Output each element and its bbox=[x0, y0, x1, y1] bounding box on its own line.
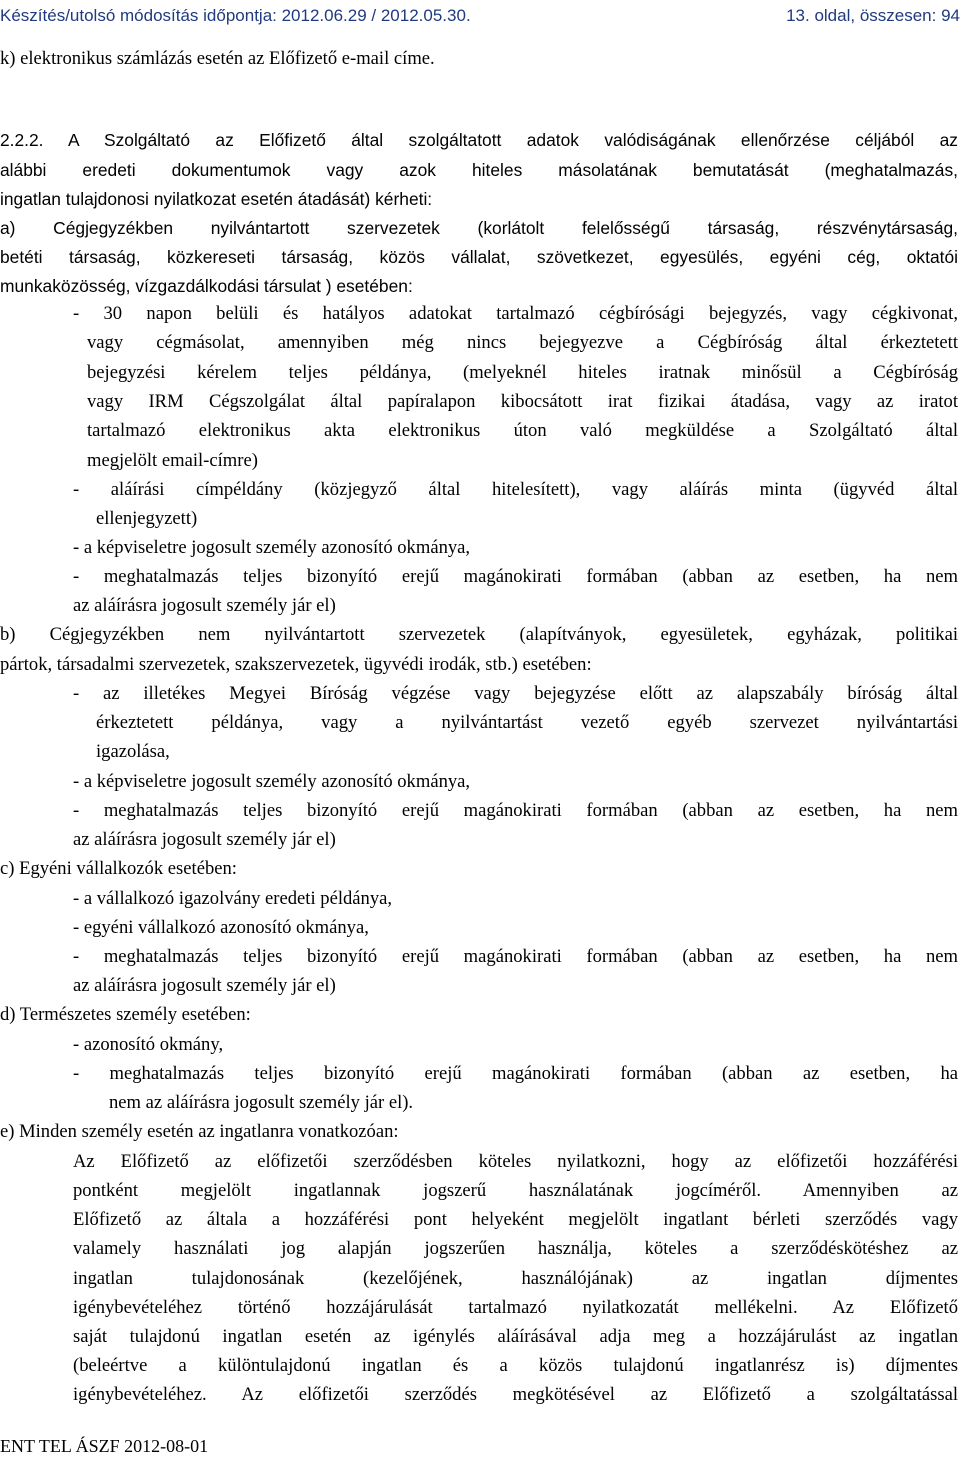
page-footer: ENT TEL ÁSZF 2012-08-01 bbox=[0, 1436, 209, 1456]
list-item-line: igazolása, bbox=[96, 741, 170, 762]
list-item-line: - azonosító okmány, bbox=[73, 1034, 224, 1055]
paragraph-line: betéti társaság, közkereseti társaság, közös vállalat, szövetkezet, egyesülés, egyéni cég, oktatói bbox=[0, 247, 958, 267]
header-date: Készítés/utolsó módosítás időpontja: 2012.06.29 / 2012.05.30. bbox=[0, 6, 471, 25]
paragraph-line: c) Egyéni vállalkozók esetében: bbox=[0, 858, 237, 879]
list-item-line: - meghatalmazás teljes bizonyító erejű magánokirati formában (abban az esetben, ha nem bbox=[73, 946, 958, 967]
paragraph-line: pártok, társadalmi szervezetek, szakszervezetek, ügyvédi irodák, stb.) esetében: bbox=[0, 654, 592, 675]
list-item-line: vagy IRM Cégszolgálat által papíralapon kibocsátott irat fizikai átadása, vagy az iratot bbox=[87, 391, 958, 412]
paragraph-line: munkaközösség, vízgazdálkodási társulat ) esetében: bbox=[0, 276, 413, 296]
list-item-line: - egyéni vállalkozó azonosító okmánya, bbox=[73, 917, 369, 938]
paragraph-line: 2.2.2. A Szolgáltató az Előfizető által szolgáltatott adatok valódiságának ellenőrzése céljából az bbox=[0, 130, 958, 150]
paragraph-line: e) Minden személy esetén az ingatlanra vonatkozóan: bbox=[0, 1121, 399, 1142]
list-item-line: - aláírási címpéldány (közjegyző által hitelesített), vagy aláírás minta (ügyvéd által bbox=[73, 479, 958, 500]
paragraph-line: b) Cégjegyzékben nem nyilvántartott szervezetek (alapítványok, egyesületek, egyházak, politikai bbox=[0, 624, 958, 645]
list-item-line: ellenjegyzett) bbox=[96, 508, 198, 529]
list-item-line: - 30 napon belüli és hatályos adatokat tartalmazó cégbírósági bejegyzés, vagy cégkivonat, bbox=[73, 303, 958, 324]
list-item-line: - meghatalmazás teljes bizonyító erejű magánokirati formában (abban az esetben, ha nem bbox=[73, 566, 958, 587]
paragraph-line: Előfizető az általa a hozzáférési pont helyeként megjelölt ingatlant bérleti szerződés vagy bbox=[73, 1209, 958, 1230]
page-header bbox=[0, 6, 960, 30]
paragraph-line: ingatlan tulajdonosának (kezelőjének, használójának) az ingatlan díjmentes bbox=[73, 1268, 958, 1289]
list-item-line: az aláírásra jogosult személy jár el) bbox=[73, 595, 336, 616]
list-item-line: az aláírásra jogosult személy jár el) bbox=[73, 829, 336, 850]
paragraph-line: igénybevételéhez. Az előfizetői szerződés megkötésével az Előfizető a szolgáltatással bbox=[73, 1384, 958, 1405]
paragraph-line: alábbi eredeti dokumentumok vagy azok hiteles másolatának bemutatását (meghatalmazás, bbox=[0, 160, 958, 180]
paragraph-line: saját tulajdonú ingatlan esetén az igénylés aláírásával adja meg a hozzájárulást az ingatlan bbox=[73, 1326, 958, 1347]
list-item-line: megjelölt email-címre) bbox=[87, 450, 258, 471]
list-item-line: bejegyzési kérelem teljes példánya, (melyeknél hiteles iratnak minősül a Cégbíróság bbox=[87, 362, 958, 383]
paragraph-line: igénybevételéhez történő hozzájárulását tartalmazó nyilatkozatát mellékelni. Az Előfizető bbox=[73, 1297, 958, 1318]
list-item-line: érkeztetett példánya, vagy a nyilvántartást vezető egyéb szervezet nyilvántartási bbox=[96, 712, 958, 733]
paragraph-line: pontként megjelölt ingatlannak jogszerű használatának jogcíméről. Amennyiben az bbox=[73, 1180, 958, 1201]
list-item-line: az aláírásra jogosult személy jár el) bbox=[73, 975, 336, 996]
paragraph-line: d) Természetes személy esetében: bbox=[0, 1004, 251, 1025]
paragraph-line: k) elektronikus számlázás esetén az Előfizető e-mail címe. bbox=[0, 48, 435, 69]
list-item-line: vagy cégmásolat, amennyiben még nincs bejegyezve a Cégbíróság által érkeztetett bbox=[87, 332, 958, 353]
paragraph-line: ingatlan tulajdonosi nyilatkozat esetén átadását) kérheti: bbox=[0, 189, 433, 209]
list-item-line: - a képviseletre jogosult személy azonosító okmánya, bbox=[73, 771, 471, 792]
paragraph-line: a) Cégjegyzékben nyilvántartott szervezetek (korlátolt felelősségű társaság, részvénytársaság, bbox=[0, 218, 958, 238]
paragraph-line: valamely használati jog alapján jogszerűen használja, köteles a szerződéskötéshez az bbox=[73, 1238, 958, 1259]
list-item-line: tartalmazó elektronikus akta elektronikus úton való megküldése a Szolgáltató által bbox=[87, 420, 958, 441]
list-item-line: - az illetékes Megyei Bíróság végzése vagy bejegyzése előtt az alapszabály bíróság által bbox=[73, 683, 958, 704]
list-item-line: nem az aláírásra jogosult személy jár el). bbox=[109, 1092, 414, 1113]
list-item-line: - a vállalkozó igazolvány eredeti példánya, bbox=[73, 888, 393, 909]
list-item-line: - meghatalmazás teljes bizonyító erejű magánokirati formában (abban az esetben, ha bbox=[73, 1063, 958, 1084]
list-item-line: - meghatalmazás teljes bizonyító erejű magánokirati formában (abban az esetben, ha nem bbox=[73, 800, 958, 821]
paragraph-line: (beleértve a különtulajdonú ingatlan és a közös tulajdonú ingatlanrész is) díjmentes bbox=[73, 1355, 958, 1376]
list-item-line: - a képviseletre jogosult személy azonosító okmánya, bbox=[73, 537, 471, 558]
paragraph-line: Az Előfizető az előfizetői szerződésben köteles nyilatkozni, hogy az előfizetői hozzáférési bbox=[73, 1151, 958, 1172]
header-page-count: 13. oldal, összesen: 94 bbox=[786, 6, 960, 25]
